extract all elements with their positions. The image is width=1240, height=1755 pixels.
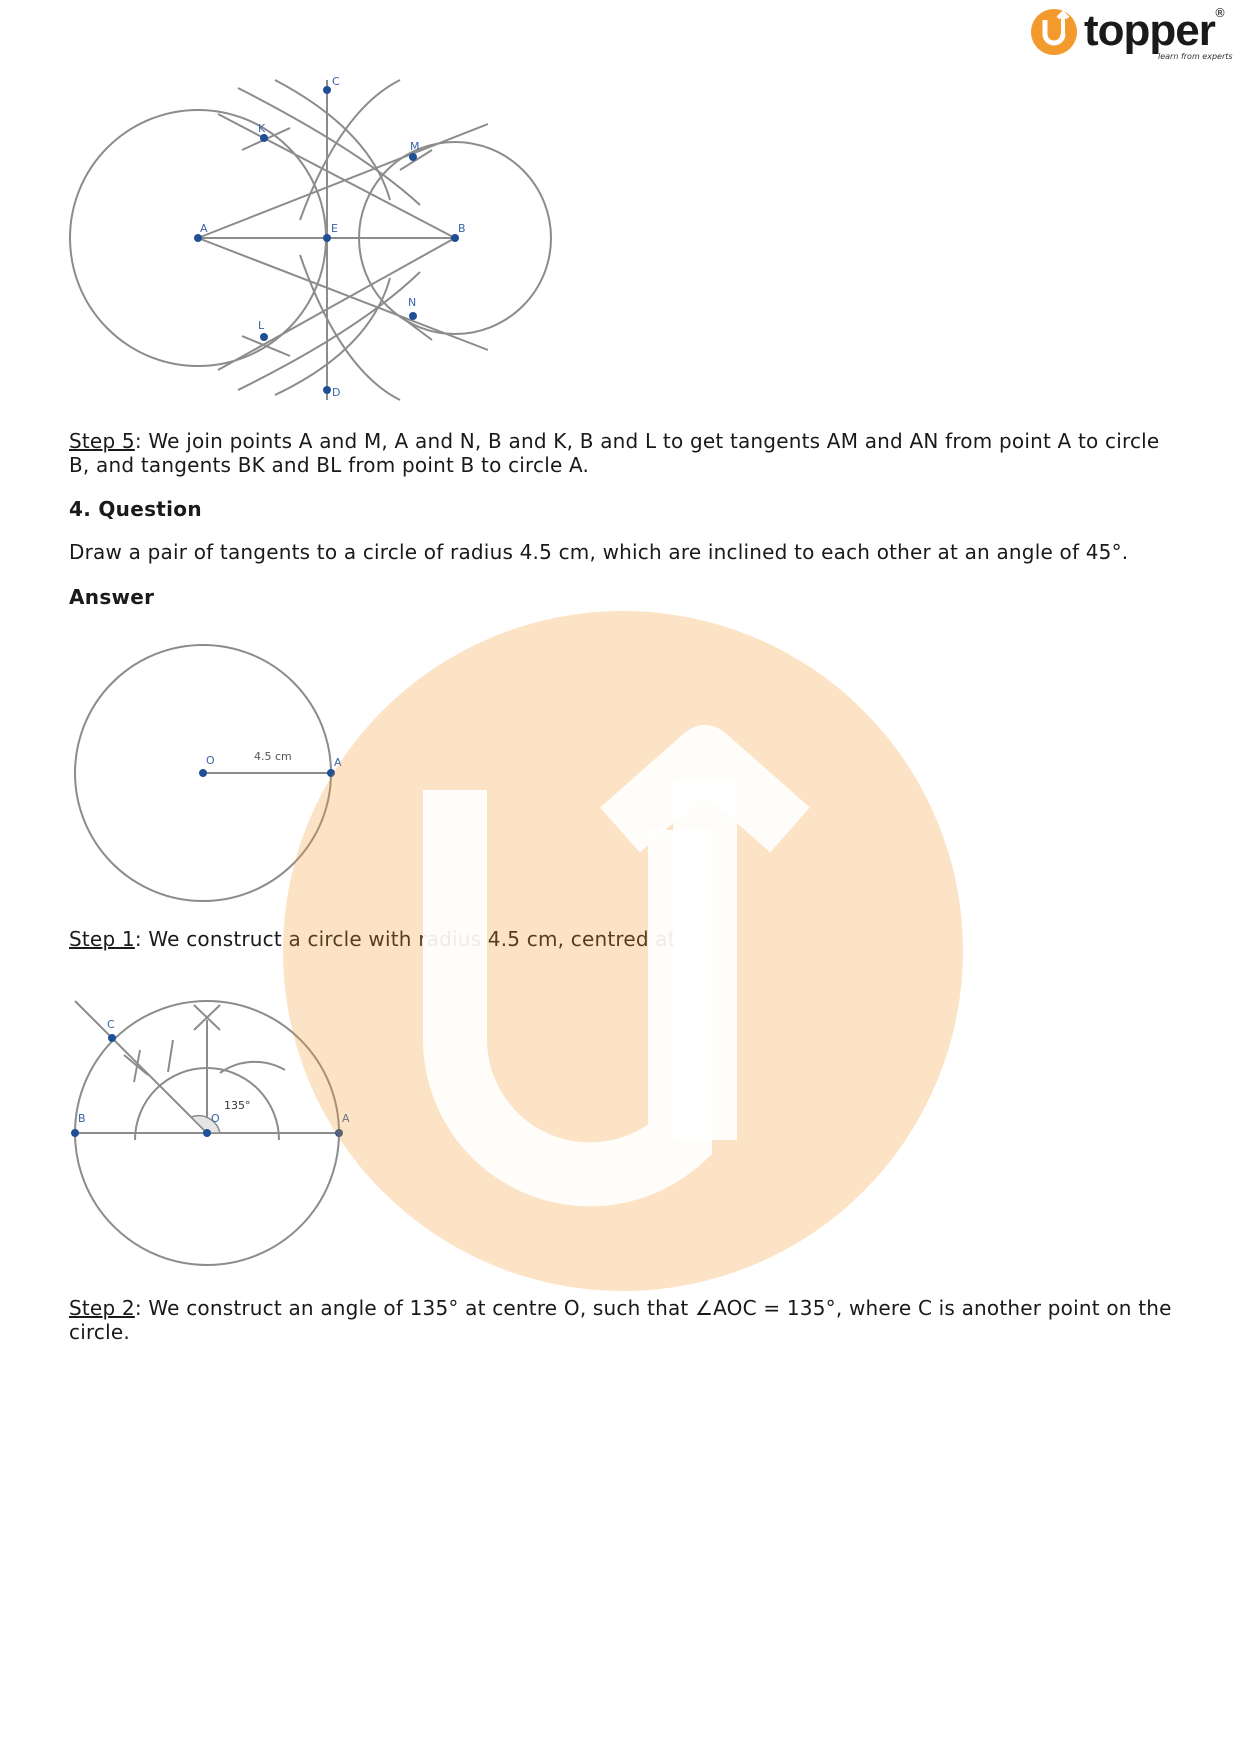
fig2-label-a: A: [334, 756, 342, 769]
brand-logo: [1030, 6, 1233, 68]
fig1-label-n: N: [408, 296, 417, 309]
answer-heading: Answer: [69, 585, 155, 609]
question-text: Draw a pair of tangents to a circle of radius 4.5 cm, which are inclined to each other at an angle of 45°.: [69, 540, 1129, 564]
step2-text: : We construct an angle of 135° at centre O, such that ∠AOC = 135°, where C is another point on the circle.: [69, 1296, 1172, 1344]
step1-label: Step 1: [69, 927, 135, 951]
step5-label: Step 5: [69, 429, 135, 453]
fig1-label-k: K: [258, 122, 266, 135]
fig1-label-l: L: [258, 319, 265, 332]
fig3-label-c: C: [107, 1018, 115, 1031]
step2-paragraph: [69, 1296, 1179, 1344]
brand-name: topper: [1084, 6, 1215, 55]
fig3-label-a: A: [342, 1112, 350, 1125]
step1-paragraph: [69, 927, 1179, 951]
fig1-label-m: M: [410, 140, 420, 153]
fig3-label-b: B: [78, 1112, 86, 1125]
step2-label: Step 2: [69, 1296, 135, 1320]
question-heading: 4. Question: [69, 497, 202, 521]
fig1-label-d: D: [332, 386, 341, 399]
figure-circle-radius: [60, 630, 360, 910]
figure-tangents-two-circles: [60, 50, 580, 410]
brand-tagline: learn from experts: [1158, 52, 1233, 61]
fig3-label-o: O: [211, 1112, 220, 1125]
step5-paragraph: [69, 429, 1179, 477]
fig1-label-a: A: [200, 222, 208, 235]
fig3-label-angle: 135°: [224, 1099, 251, 1112]
fig1-label-e: E: [331, 222, 338, 235]
fig1-label-c: C: [332, 75, 340, 88]
fig2-label-o: O: [206, 754, 215, 767]
step1-text: : We construct a circle with radius 4.5 cm, centred at O.: [134, 927, 705, 951]
brand-registered: ®: [1214, 6, 1226, 20]
step5-text: : We join points A and M, A and N, B and K, B and L to get tangents AM and AN from point A to circle B, and tangents BK and BL from point B to circle A.: [69, 429, 1160, 477]
figure-angle-135: [60, 990, 370, 1280]
fig2-label-radius: 4.5 cm: [254, 750, 292, 763]
fig1-label-b: B: [458, 222, 466, 235]
